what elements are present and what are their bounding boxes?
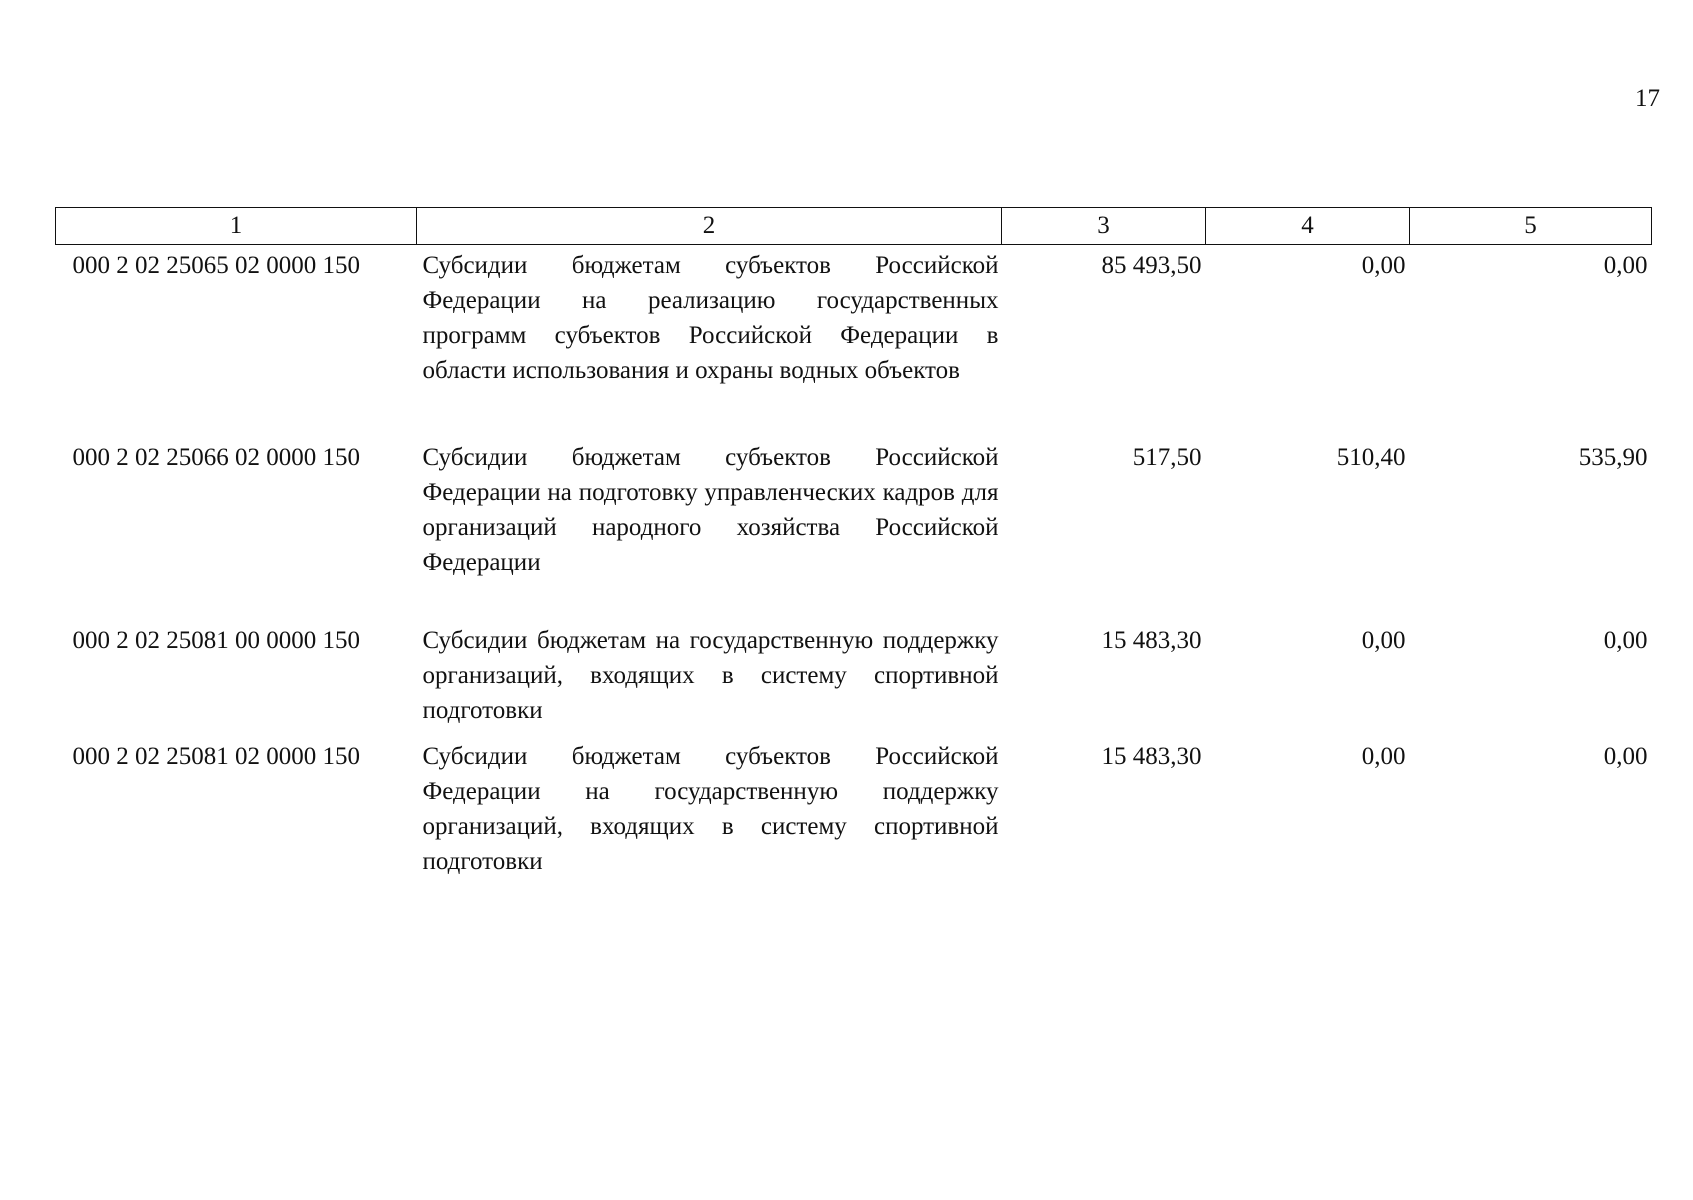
budget-table — [55, 207, 1652, 879]
column-header-1: 1 — [56, 208, 417, 245]
column-header-5: 5 — [1410, 208, 1652, 245]
row-description: Субсидии бюджетам субъектов Российской Федерации на государственную поддержку организаций, входящих в систему спортивной подготовки — [422, 743, 999, 875]
value-col4: 0,00 — [1361, 252, 1406, 279]
value-col4: 0,00 — [1361, 743, 1406, 770]
table-row — [56, 623, 1652, 739]
page-number: 17 — [1635, 85, 1660, 112]
budget-code: 000 2 02 25065 02 0000 150 — [72, 252, 360, 279]
row-description: Субсидии бюджетам субъектов Российской Федерации на подготовку управленческих кадров для организаций народного хозяйства Российской Федерации — [422, 444, 999, 576]
value-col4: 510,40 — [1336, 444, 1406, 471]
value-col4: 0,00 — [1361, 627, 1406, 654]
value-col5: 535,90 — [1578, 444, 1648, 471]
table-row — [56, 245, 1652, 441]
budget-code: 000 2 02 25066 02 0000 150 — [72, 444, 360, 471]
value-col5: 0,00 — [1603, 743, 1648, 770]
table-body — [56, 245, 1652, 880]
column-header-2: 2 — [417, 208, 1002, 245]
value-col3: 85 493,50 — [1101, 252, 1202, 279]
table-row — [56, 440, 1652, 623]
value-col5: 0,00 — [1603, 627, 1648, 654]
column-header-3: 3 — [1002, 208, 1206, 245]
value-col3: 15 483,30 — [1101, 743, 1202, 770]
header-row — [56, 208, 1652, 245]
budget-code: 000 2 02 25081 02 0000 150 — [72, 743, 360, 770]
table-row — [56, 739, 1652, 879]
budget-code: 000 2 02 25081 00 0000 150 — [72, 627, 360, 654]
value-col3: 15 483,30 — [1101, 627, 1202, 654]
column-header-4: 4 — [1206, 208, 1410, 245]
row-description: Субсидии бюджетам на государственную поддержку организаций, входящих в систему спортивной подготовки — [422, 627, 999, 724]
table-header — [56, 208, 1652, 245]
value-col5: 0,00 — [1603, 252, 1648, 279]
row-description: Субсидии бюджетам субъектов Российской Федерации на реализацию государственных программ субъектов Российской Федерации в области использования и охраны водных объектов — [422, 252, 999, 384]
value-col3: 517,50 — [1132, 444, 1202, 471]
